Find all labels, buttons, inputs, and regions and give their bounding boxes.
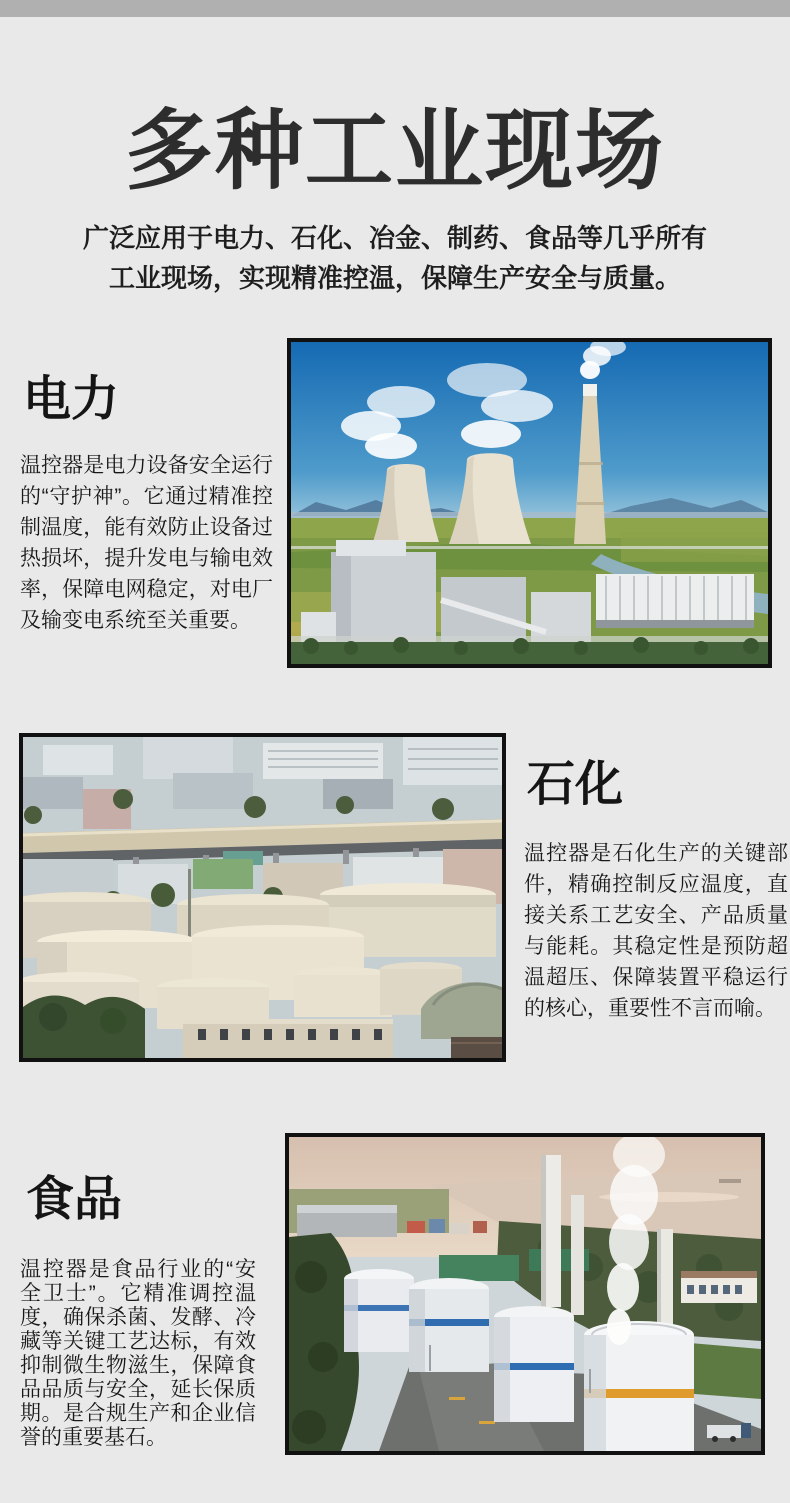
industrial-gas-plant-photo [285, 1133, 765, 1455]
section-heading-food: 食品 [26, 1173, 123, 1226]
section-heading-petrochemical: 石化 [527, 758, 624, 811]
section-paragraph-petrochemical: 温控器是石化生产的关键部件，精确控制反应温度，直接关系工艺安全、产品质量与能耗。其稳定性是预防超温超压、保障装置平稳运行的核心，重要性不言而喻。 [524, 842, 788, 1020]
subtitle-line-1: 广泛应用于电力、石化、冶金、制药、食品等几乎所有 [82, 223, 707, 253]
page-subtitle [0, 218, 790, 298]
oil-storage-tanks-city-photo [19, 733, 506, 1062]
page-title: 多种工业现场 [124, 101, 665, 200]
subtitle-line-2: 工业现场，实现精准控温，保障生产安全与质量。 [108, 263, 681, 293]
top-divider-bar [0, 0, 790, 17]
power-plant-illustration [291, 342, 768, 664]
section-heading-power: 电力 [23, 373, 120, 426]
petrochemical-illustration [23, 737, 502, 1058]
food-industry-illustration [289, 1137, 761, 1451]
section-paragraph-food: 温控器是食品行业的“安全卫士”。它精准调控温度，确保杀菌、发酵、冷藏等关键工艺达标，有效抑制微生物滋生，保障食品品质与安全，延长保质期。是合规生产和企业信誉的重要基石。 [20, 1258, 256, 1449]
power-plant-aerial-photo [287, 338, 772, 668]
section-paragraph-power: 温控器是电力设备安全运行的“守护神”。它通过精准控制温度，能有效防止设备过热损坏，提升发电与输电效率，保障电网稳定，对电厂及输变电系统至关重要。 [20, 454, 273, 632]
